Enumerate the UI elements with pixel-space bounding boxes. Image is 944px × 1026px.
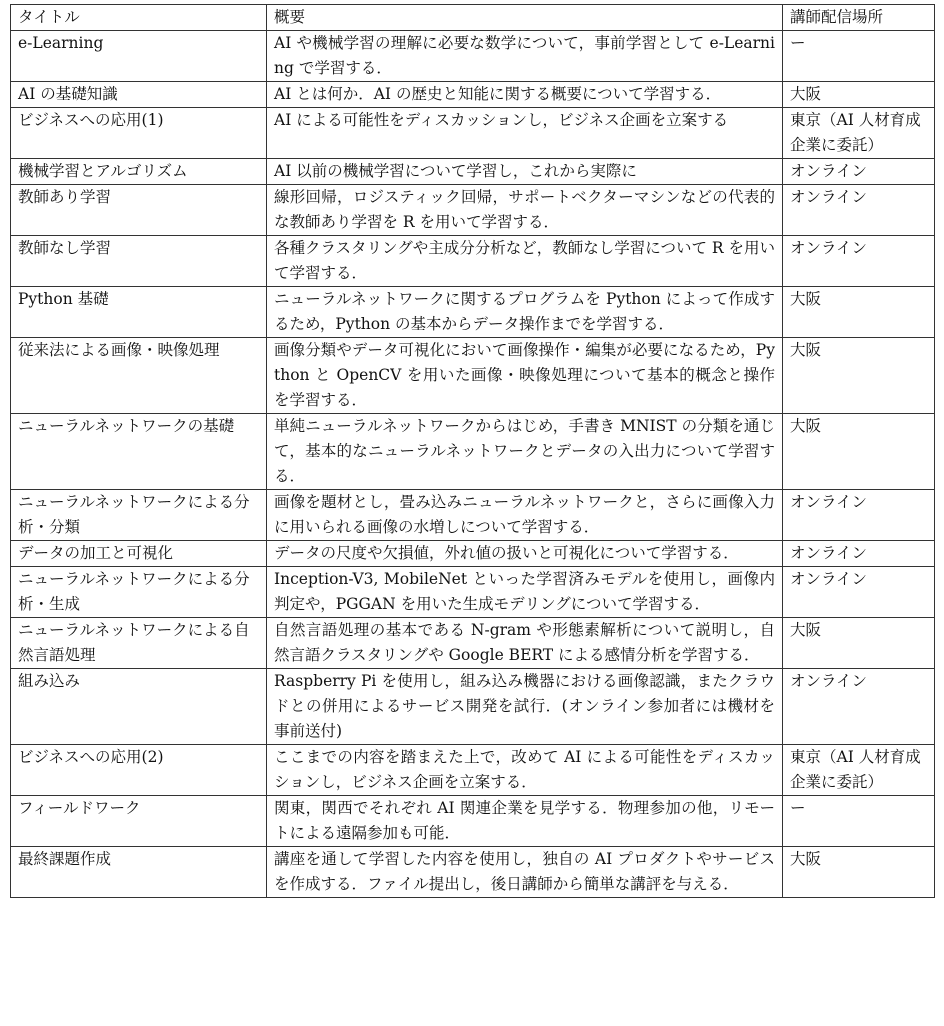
cell-title: ニューラルネットワークによる分析・生成 <box>11 567 267 618</box>
table-row <box>11 745 935 796</box>
cell-title: 教師なし学習 <box>11 236 267 287</box>
cell-location: 大阪 <box>783 82 935 108</box>
table-row <box>11 31 935 82</box>
cell-summary: ニューラルネットワークに関するプログラムを Python によって作成するため，Python の基本からデータ操作までを学習する． <box>267 287 783 338</box>
table-row <box>11 618 935 669</box>
cell-location: オンライン <box>783 159 935 185</box>
cell-summary: 講座を通して学習した内容を使用し，独自の AI プロダクトやサービスを作成する．ファイル提出し，後日講師から簡単な講評を与える． <box>267 847 783 898</box>
cell-location: 東京（AI 人材育成企業に委託） <box>783 108 935 159</box>
cell-location: オンライン <box>783 185 935 236</box>
cell-location: 大阪 <box>783 338 935 414</box>
cell-title: ニューラルネットワークの基礎 <box>11 414 267 490</box>
cell-location: 東京（AI 人材育成企業に委託） <box>783 745 935 796</box>
table-header <box>11 5 935 31</box>
cell-title: データの加工と可視化 <box>11 541 267 567</box>
cell-title: ビジネスへの応用(1) <box>11 108 267 159</box>
table-row <box>11 414 935 490</box>
cell-summary: 単純ニューラルネットワークからはじめ，手書き MNIST の分類を通じて，基本的なニューラルネットワークとデータの入出力について学習する． <box>267 414 783 490</box>
cell-title: ニューラルネットワークによる自然言語処理 <box>11 618 267 669</box>
cell-summary: ここまでの内容を踏まえた上で，改めて AI による可能性をディスカッションし，ビジネス企画を立案する． <box>267 745 783 796</box>
cell-location: オンライン <box>783 567 935 618</box>
cell-location: ー <box>783 31 935 82</box>
table-row <box>11 541 935 567</box>
cell-summary: Inception-V3, MobileNet といった学習済みモデルを使用し，画像内判定や，PGGAN を用いた生成モデリングについて学習する． <box>267 567 783 618</box>
cell-location: 大阪 <box>783 287 935 338</box>
cell-summary: AI 以前の機械学習について学習し，これから実際に <box>267 159 783 185</box>
curriculum-table <box>10 4 935 898</box>
cell-location: オンライン <box>783 236 935 287</box>
cell-title: 従来法による画像・映像処理 <box>11 338 267 414</box>
table-row <box>11 108 935 159</box>
table-row <box>11 185 935 236</box>
header-title: タイトル <box>11 5 267 31</box>
header-summary: 概要 <box>267 5 783 31</box>
cell-title: 最終課題作成 <box>11 847 267 898</box>
cell-summary: 画像分類やデータ可視化において画像操作・編集が必要になるため，Python と OpenCV を用いた画像・映像処理について基本的概念と操作を学習する． <box>267 338 783 414</box>
cell-summary: AI とは何か．AI の歴史と知能に関する概要について学習する． <box>267 82 783 108</box>
cell-summary: Raspberry Pi を使用し，組み込み機器における画像認識，またクラウドとの併用によるサービス開発を試行．(オンライン参加者には機材を事前送付) <box>267 669 783 745</box>
table-row <box>11 796 935 847</box>
cell-title: AI の基礎知識 <box>11 82 267 108</box>
cell-summary: AI や機械学習の理解に必要な数学について，事前学習として e-Learning で学習する． <box>267 31 783 82</box>
table-row <box>11 490 935 541</box>
table-row <box>11 847 935 898</box>
table-row <box>11 287 935 338</box>
table-body <box>11 31 935 898</box>
table-row <box>11 236 935 287</box>
table-row <box>11 567 935 618</box>
cell-location: オンライン <box>783 669 935 745</box>
table-row <box>11 338 935 414</box>
cell-title: ビジネスへの応用(2) <box>11 745 267 796</box>
cell-location: オンライン <box>783 490 935 541</box>
table-row <box>11 669 935 745</box>
cell-title: ニューラルネットワークによる分析・分類 <box>11 490 267 541</box>
cell-location: 大阪 <box>783 414 935 490</box>
header-location: 講師配信場所 <box>783 5 935 31</box>
cell-summary: 自然言語処理の基本である N-gram や形態素解析について説明し，自然言語クラスタリングや Google BERT による感情分析を学習する． <box>267 618 783 669</box>
cell-location: 大阪 <box>783 847 935 898</box>
cell-location: オンライン <box>783 541 935 567</box>
cell-summary: データの尺度や欠損値，外れ値の扱いと可視化について学習する． <box>267 541 783 567</box>
cell-location: ー <box>783 796 935 847</box>
cell-summary: AI による可能性をディスカッションし，ビジネス企画を立案する <box>267 108 783 159</box>
table-row <box>11 82 935 108</box>
cell-title: 組み込み <box>11 669 267 745</box>
header-row <box>11 5 935 31</box>
cell-title: Python 基礎 <box>11 287 267 338</box>
cell-summary: 関東，関西でそれぞれ AI 関連企業を見学する．物理参加の他，リモートによる遠隔参加も可能． <box>267 796 783 847</box>
cell-title: フィールドワーク <box>11 796 267 847</box>
table-row <box>11 159 935 185</box>
cell-summary: 画像を題材とし，畳み込みニューラルネットワークと，さらに画像入力に用いられる画像の水増しについて学習する． <box>267 490 783 541</box>
cell-summary: 線形回帰，ロジスティック回帰，サポートベクターマシンなどの代表的な教師あり学習を R を用いて学習する． <box>267 185 783 236</box>
cell-title: 機械学習とアルゴリズム <box>11 159 267 185</box>
cell-location: 大阪 <box>783 618 935 669</box>
cell-title: e-Learning <box>11 31 267 82</box>
cell-title: 教師あり学習 <box>11 185 267 236</box>
cell-summary: 各種クラスタリングや主成分分析など，教師なし学習について R を用いて学習する． <box>267 236 783 287</box>
